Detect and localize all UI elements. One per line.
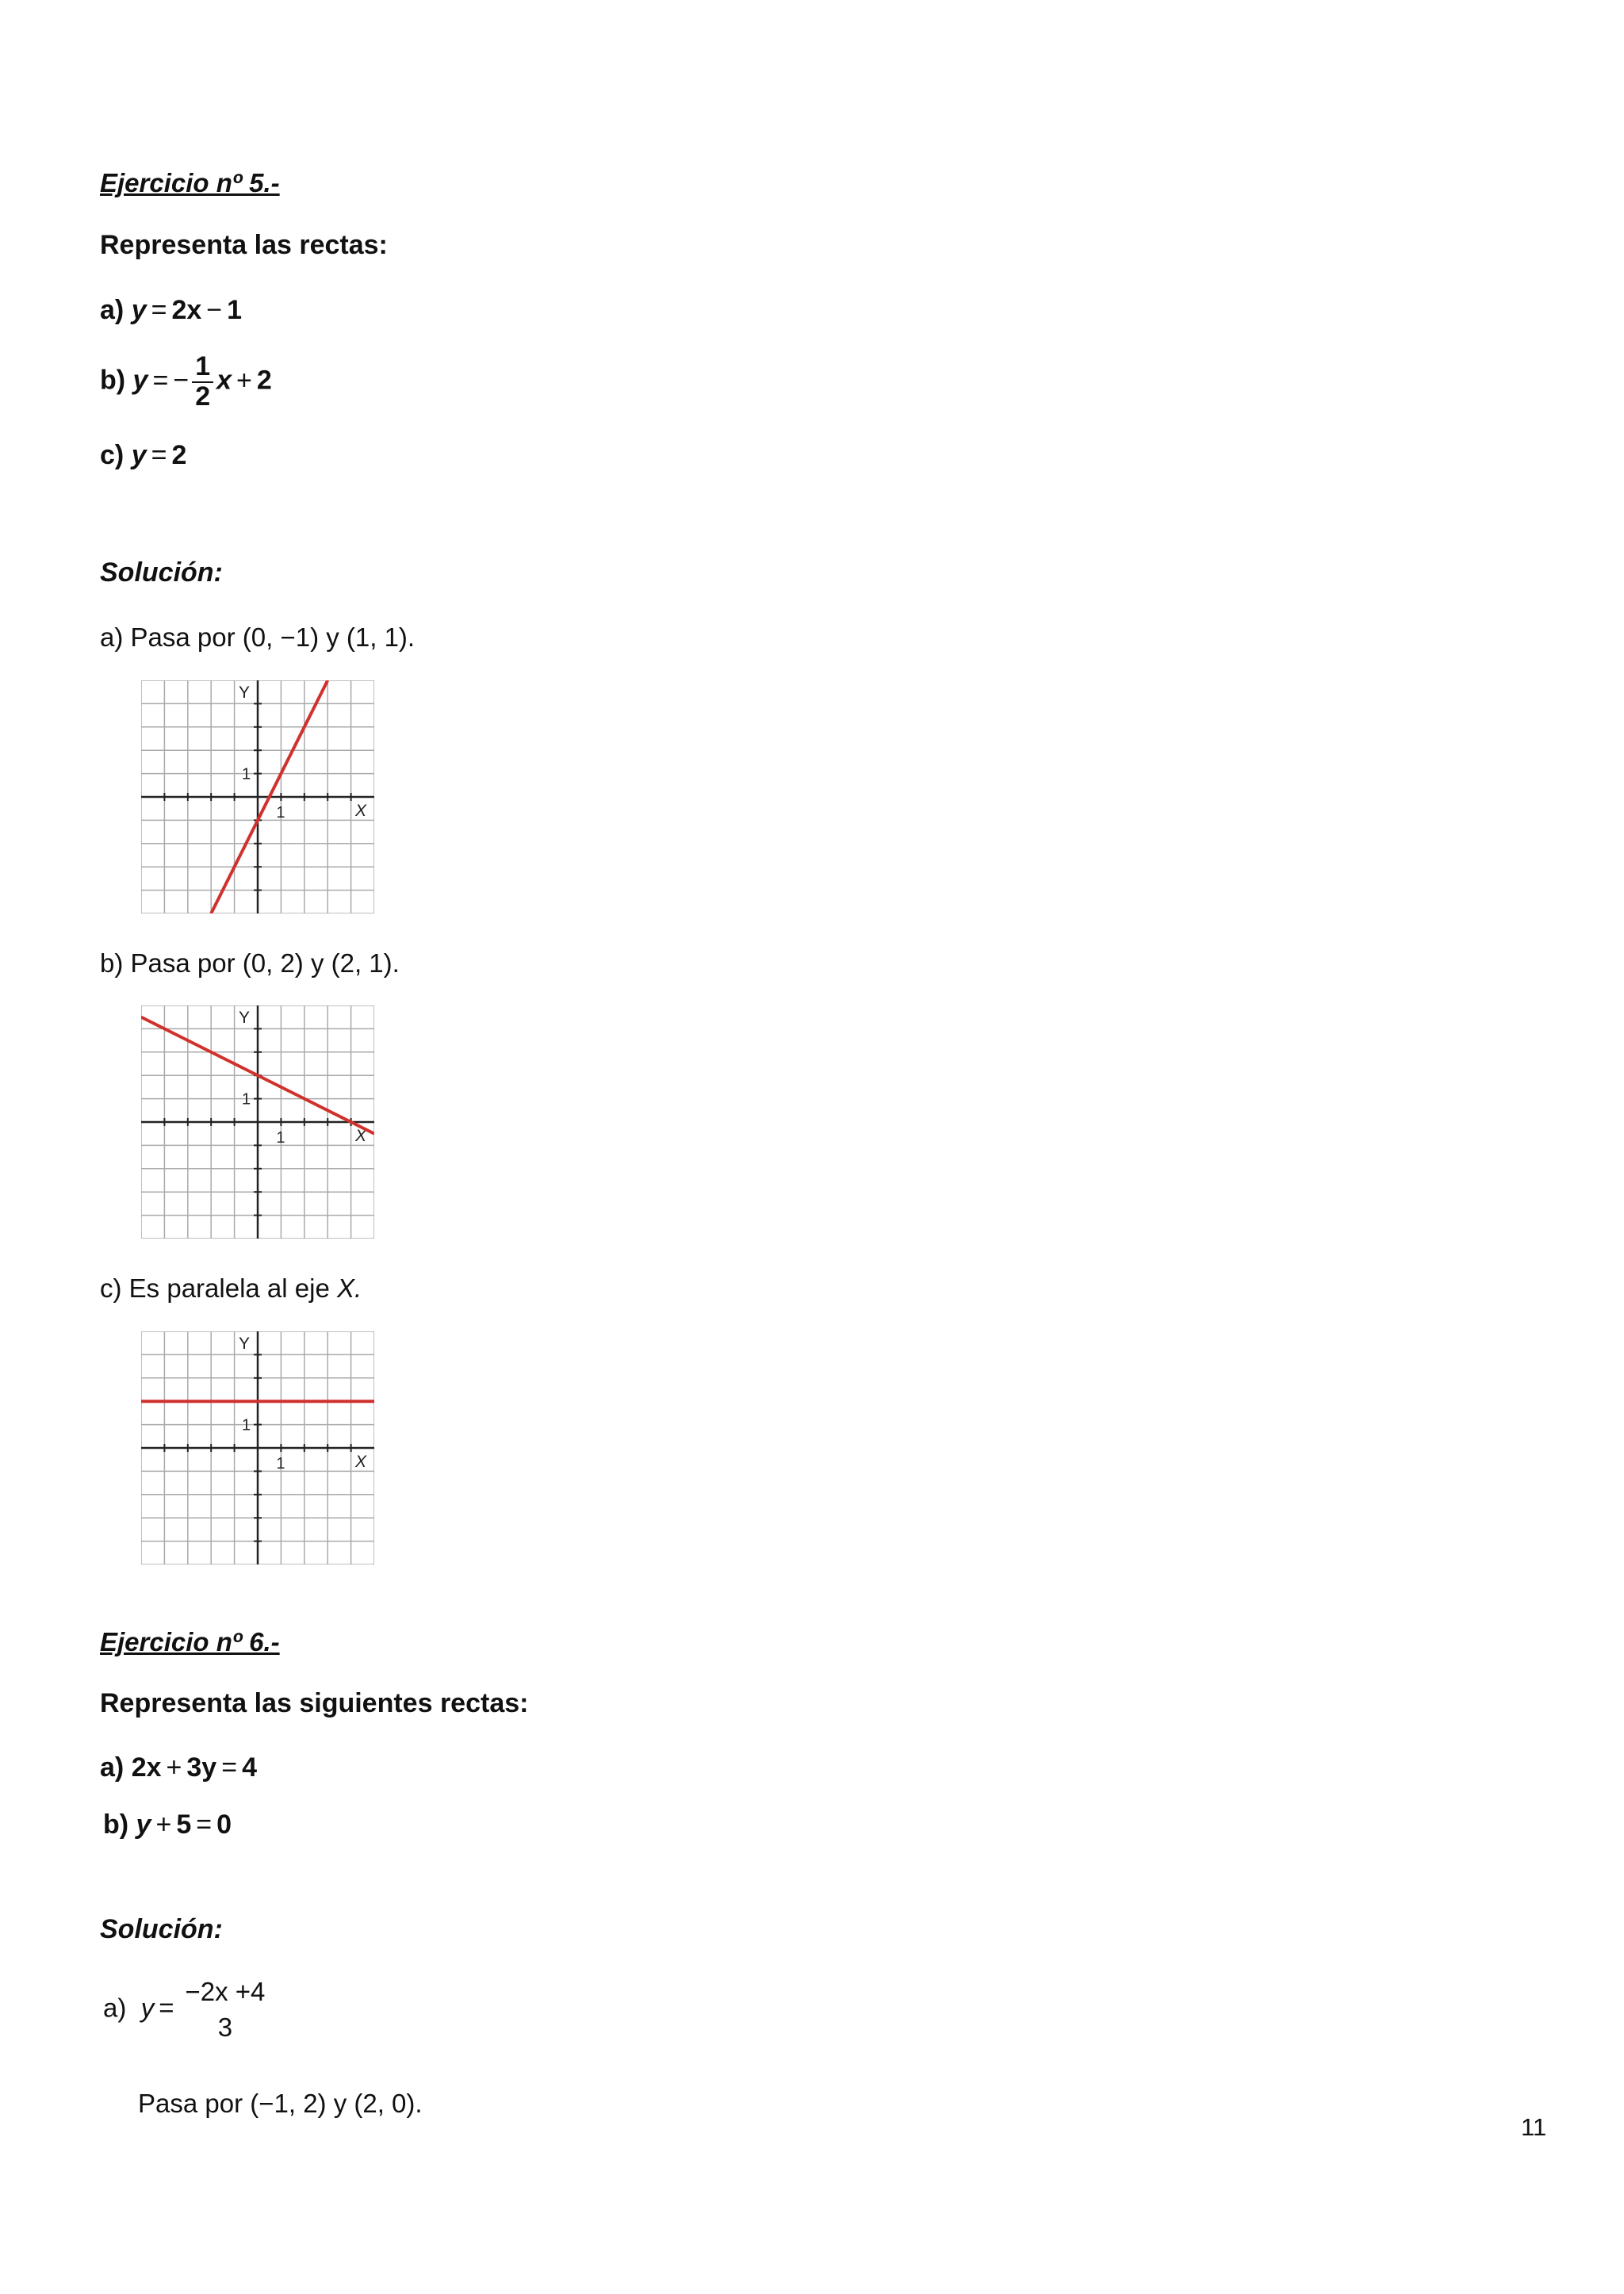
solution-6a-equation: a) y = −2x +4 3 bbox=[103, 1974, 271, 2045]
exercise-6-prompt: Representa las siguientes rectas: bbox=[100, 1688, 529, 1718]
y-axis-label: Y bbox=[239, 1009, 251, 1027]
solution-5b-text: b) Pasa por (0, 2) y (2, 1). bbox=[100, 948, 400, 978]
fraction: −2x +4 3 bbox=[185, 1977, 266, 2042]
solution-5c-text: c) Es paralela al eje X. bbox=[100, 1273, 362, 1303]
equation-5b: b) y = − $\frac{1}{2}$ x + 2 bbox=[100, 351, 272, 412]
equation-5a: a) y = 2x − 1 bbox=[100, 295, 243, 325]
y-axis-label: Y bbox=[239, 684, 251, 702]
x-axis-label: X bbox=[355, 1127, 367, 1145]
solution-6-title: Solución: bbox=[100, 1914, 223, 1944]
y-tick-label: 1 bbox=[242, 1416, 251, 1434]
x-axis-label: X bbox=[355, 1453, 367, 1471]
solution-5a-text: a) Pasa por (0, −1) y (1, 1). bbox=[100, 622, 416, 652]
exercise-5-prompt: Representa las rectas: bbox=[100, 230, 388, 260]
fraction: $\frac{1}{2}$ bbox=[192, 353, 213, 411]
graph-5c bbox=[141, 1331, 374, 1564]
y-tick-label: 1 bbox=[242, 765, 251, 783]
graph-5a bbox=[141, 680, 374, 913]
x-tick-label: 1 bbox=[276, 1455, 285, 1473]
y-tick-label: 1 bbox=[242, 1090, 251, 1109]
solution-5-title: Solución: bbox=[100, 557, 223, 588]
equation-6b: b) y + 5 = 0 bbox=[103, 1810, 232, 1840]
solution-6a-points: Pasa por (−1, 2) y (2, 0). bbox=[138, 2089, 423, 2118]
exercise-5-title: Ejercicio nº 5.- bbox=[100, 168, 280, 197]
equation-6a: a) 2x + 3y = 4 bbox=[100, 1752, 257, 1783]
x-axis-label: X bbox=[355, 802, 367, 820]
graph-5b bbox=[141, 1005, 374, 1239]
y-axis-label: Y bbox=[239, 1335, 251, 1353]
x-tick-label: 1 bbox=[276, 1129, 285, 1147]
x-tick-label: 1 bbox=[276, 804, 285, 821]
equation-5c: c) y = 2 bbox=[100, 440, 187, 470]
page-number: 11 bbox=[1521, 2113, 1547, 2141]
exercise-6-title: Ejercicio nº 6.- bbox=[100, 1627, 280, 1656]
